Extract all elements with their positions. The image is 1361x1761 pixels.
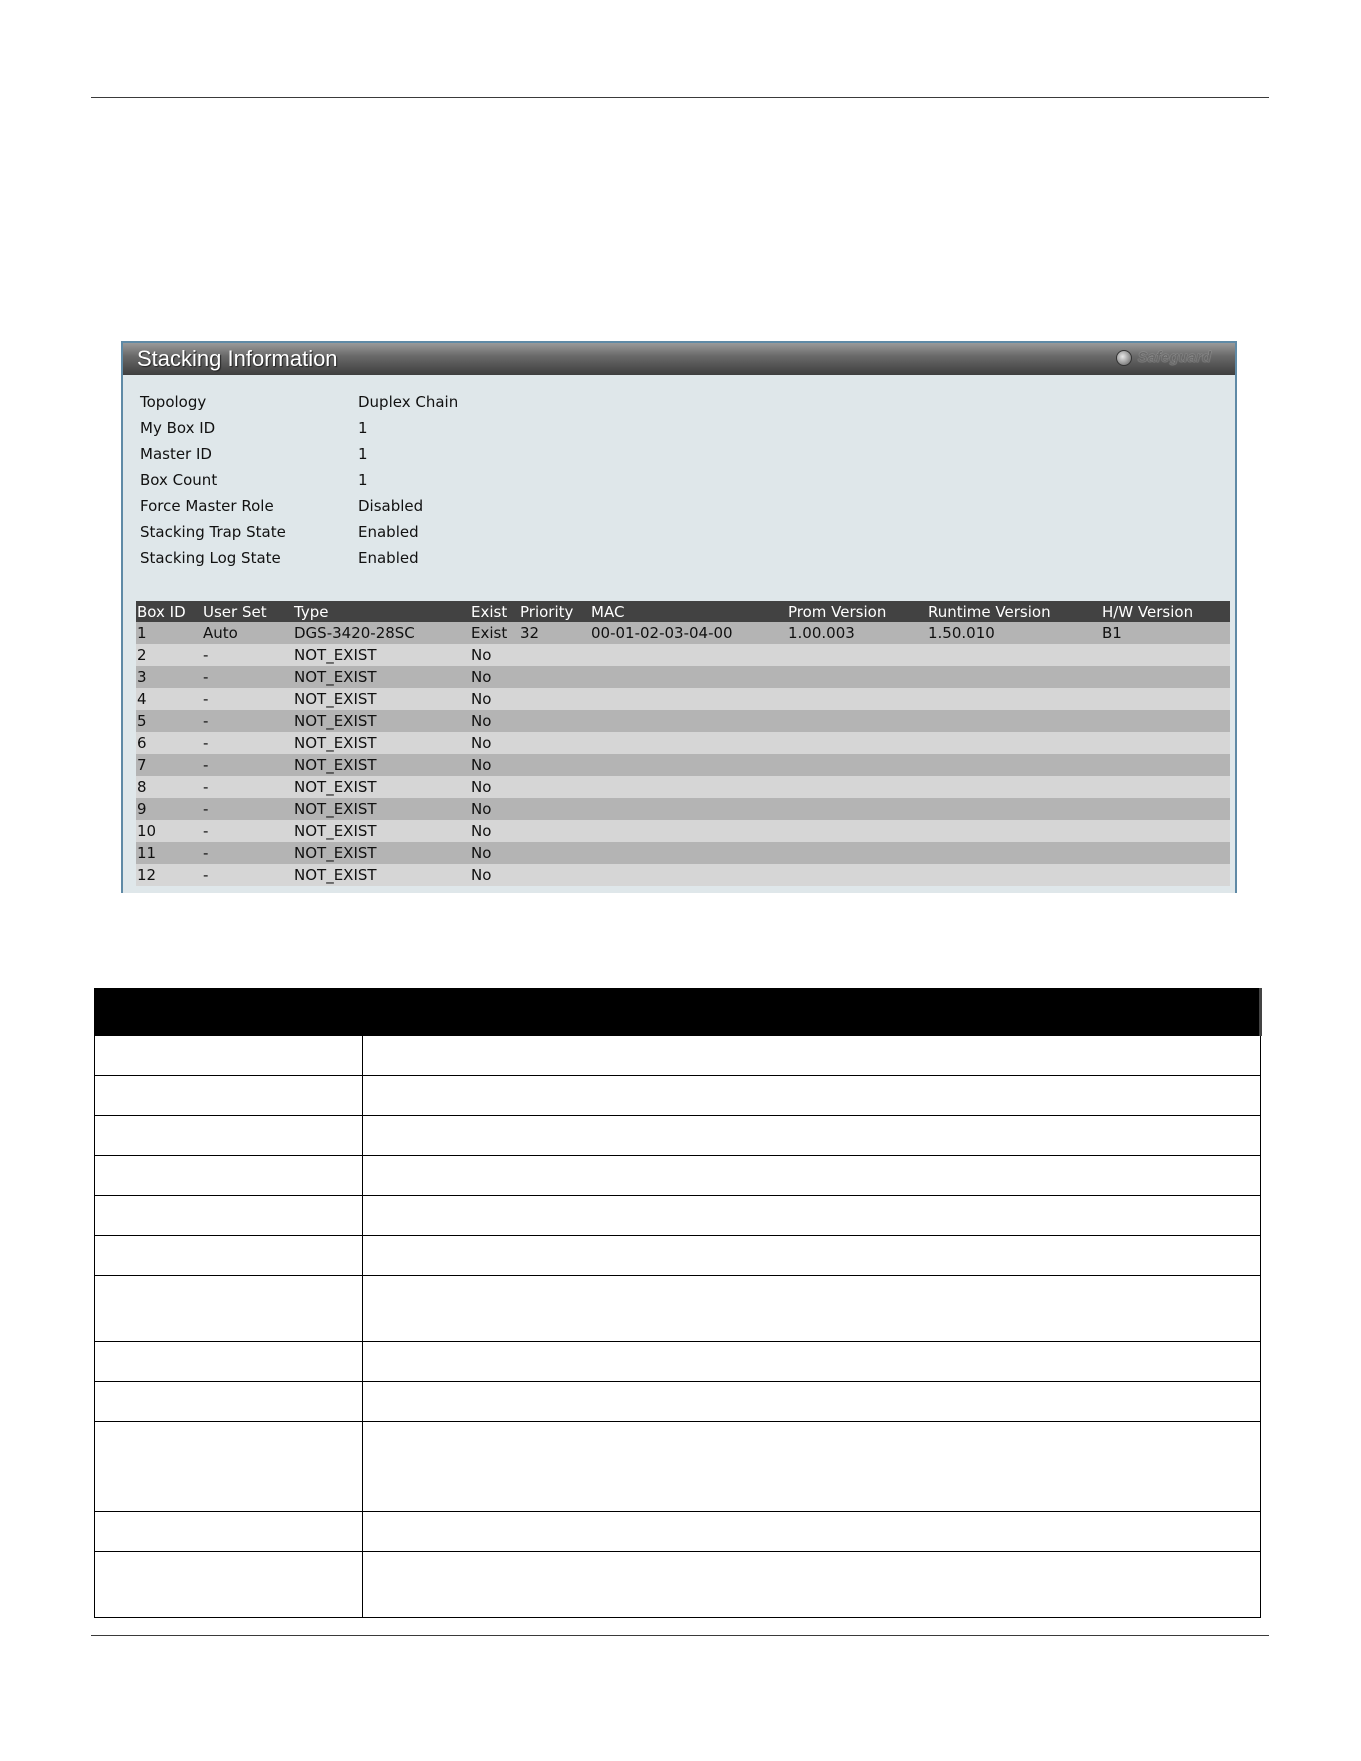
column-header: H/W Version bbox=[1101, 601, 1230, 622]
table-row bbox=[136, 798, 1230, 820]
table-row bbox=[136, 644, 1230, 666]
table-row bbox=[136, 820, 1230, 842]
table-cell bbox=[1101, 754, 1230, 776]
table-cell: No bbox=[470, 666, 519, 688]
table-cell bbox=[1101, 864, 1230, 886]
description-row bbox=[95, 1076, 1261, 1116]
table-cell bbox=[1101, 776, 1230, 798]
table-row bbox=[136, 754, 1230, 776]
table-cell: No bbox=[470, 842, 519, 864]
parameter-description-table bbox=[94, 988, 1262, 1618]
table-cell bbox=[1101, 644, 1230, 666]
table-row bbox=[136, 622, 1230, 644]
table-header-row bbox=[136, 601, 1230, 622]
info-row-my-box-id bbox=[140, 419, 458, 445]
table-row bbox=[136, 842, 1230, 864]
description-row bbox=[95, 1276, 1261, 1342]
info-value: Duplex Chain bbox=[358, 393, 459, 411]
table-body bbox=[136, 622, 1230, 886]
table-cell bbox=[1101, 666, 1230, 688]
table-cell: 8 bbox=[136, 776, 202, 798]
table-cell: No bbox=[470, 820, 519, 842]
description-row bbox=[95, 1552, 1261, 1618]
table-cell: NOT_EXIST bbox=[293, 842, 470, 864]
table-cell: NOT_EXIST bbox=[293, 820, 470, 842]
description-row bbox=[95, 1236, 1261, 1276]
table-row bbox=[136, 666, 1230, 688]
info-value: 1 bbox=[358, 445, 368, 463]
info-value: Enabled bbox=[358, 523, 419, 541]
table-cell bbox=[590, 820, 787, 842]
column-header: Priority bbox=[519, 601, 590, 622]
table-cell: - bbox=[202, 842, 293, 864]
column-header: User Set bbox=[202, 601, 293, 622]
table-cell bbox=[927, 666, 1101, 688]
table-cell: 4 bbox=[136, 688, 202, 710]
table-cell: 9 bbox=[136, 798, 202, 820]
table-cell bbox=[787, 864, 927, 886]
table-cell: NOT_EXIST bbox=[293, 798, 470, 820]
description-row bbox=[95, 1156, 1261, 1196]
table-cell bbox=[927, 820, 1101, 842]
table-cell bbox=[927, 710, 1101, 732]
info-label: Box Count bbox=[140, 471, 218, 489]
description-header-row bbox=[95, 989, 1261, 1036]
info-label: Stacking Log State bbox=[140, 549, 281, 567]
table-cell bbox=[927, 754, 1101, 776]
table-cell bbox=[590, 732, 787, 754]
table-cell bbox=[590, 710, 787, 732]
table-cell bbox=[1101, 820, 1230, 842]
table-cell: 11 bbox=[136, 842, 202, 864]
table-cell: No bbox=[470, 798, 519, 820]
table-cell bbox=[590, 644, 787, 666]
table-cell: - bbox=[202, 644, 293, 666]
table-cell: 5 bbox=[136, 710, 202, 732]
bottom-rule bbox=[91, 1635, 1269, 1636]
table-cell: 3 bbox=[136, 666, 202, 688]
table-cell bbox=[927, 732, 1101, 754]
table-cell bbox=[1101, 732, 1230, 754]
table-cell bbox=[590, 842, 787, 864]
description-row bbox=[95, 1036, 1261, 1076]
table-cell: Auto bbox=[202, 622, 293, 644]
info-value: 1 bbox=[358, 471, 368, 489]
table-cell: - bbox=[202, 754, 293, 776]
info-row-stacking-trap-state bbox=[140, 523, 458, 549]
table-cell bbox=[590, 864, 787, 886]
table-cell bbox=[927, 688, 1101, 710]
table-cell: No bbox=[470, 732, 519, 754]
table-cell bbox=[519, 776, 590, 798]
column-header: Box ID bbox=[136, 601, 202, 622]
table-cell bbox=[519, 820, 590, 842]
description-header-cell bbox=[95, 989, 363, 1036]
table-cell bbox=[1101, 688, 1230, 710]
table-cell: - bbox=[202, 732, 293, 754]
table-cell: 6 bbox=[136, 732, 202, 754]
table-cell: 32 bbox=[519, 622, 590, 644]
table-cell: - bbox=[202, 864, 293, 886]
table-cell bbox=[519, 644, 590, 666]
info-value: Disabled bbox=[358, 497, 424, 515]
info-row-box-count bbox=[140, 471, 458, 497]
table-cell: 1.50.010 bbox=[927, 622, 1101, 644]
column-header: MAC bbox=[590, 601, 787, 622]
description-row bbox=[95, 1512, 1261, 1552]
table-cell: 1 bbox=[136, 622, 202, 644]
table-cell: No bbox=[470, 776, 519, 798]
stacking-info-list bbox=[140, 393, 458, 575]
stacking-information-panel bbox=[121, 341, 1237, 893]
table-cell: - bbox=[202, 820, 293, 842]
table-cell: Exist bbox=[470, 622, 519, 644]
panel-title: Stacking Information bbox=[137, 346, 338, 371]
table-cell: No bbox=[470, 710, 519, 732]
table-cell bbox=[927, 864, 1101, 886]
table-cell: NOT_EXIST bbox=[293, 864, 470, 886]
table-cell: No bbox=[470, 864, 519, 886]
table-cell bbox=[590, 666, 787, 688]
column-header: Prom Version bbox=[787, 601, 927, 622]
table-cell bbox=[590, 776, 787, 798]
table-cell bbox=[519, 732, 590, 754]
column-header: Exist bbox=[470, 601, 519, 622]
table-cell: NOT_EXIST bbox=[293, 776, 470, 798]
top-rule bbox=[91, 97, 1269, 98]
info-label: Topology bbox=[140, 393, 207, 411]
table-cell bbox=[519, 710, 590, 732]
table-cell bbox=[927, 842, 1101, 864]
table-cell: NOT_EXIST bbox=[293, 666, 470, 688]
table-cell: No bbox=[470, 644, 519, 666]
info-row-topology bbox=[140, 393, 458, 419]
table-cell bbox=[787, 666, 927, 688]
table-cell: - bbox=[202, 666, 293, 688]
table-row bbox=[136, 776, 1230, 798]
table-cell: NOT_EXIST bbox=[293, 732, 470, 754]
info-label: Master ID bbox=[140, 445, 212, 463]
table-cell: NOT_EXIST bbox=[293, 754, 470, 776]
table-cell bbox=[1101, 798, 1230, 820]
table-cell bbox=[519, 754, 590, 776]
table-row bbox=[136, 732, 1230, 754]
table-cell bbox=[787, 710, 927, 732]
table-cell: 7 bbox=[136, 754, 202, 776]
table-cell: No bbox=[470, 754, 519, 776]
table-cell bbox=[787, 776, 927, 798]
info-label: My Box ID bbox=[140, 419, 216, 437]
table-cell bbox=[590, 798, 787, 820]
safeguard-indicator-icon bbox=[1116, 350, 1132, 366]
column-header: Runtime Version bbox=[927, 601, 1101, 622]
table-cell: 10 bbox=[136, 820, 202, 842]
table-cell: No bbox=[470, 688, 519, 710]
table-cell: NOT_EXIST bbox=[293, 710, 470, 732]
info-row-master-id bbox=[140, 445, 458, 471]
table-cell bbox=[787, 820, 927, 842]
table-cell bbox=[519, 864, 590, 886]
table-cell: 1.00.003 bbox=[787, 622, 927, 644]
info-value: Enabled bbox=[358, 549, 419, 567]
table-cell bbox=[519, 798, 590, 820]
panel-header bbox=[123, 343, 1235, 375]
info-row-force-master-role bbox=[140, 497, 458, 523]
table-cell bbox=[927, 798, 1101, 820]
table-cell bbox=[787, 688, 927, 710]
info-label: Force Master Role bbox=[140, 497, 274, 515]
table-cell bbox=[787, 644, 927, 666]
description-row bbox=[95, 1422, 1261, 1512]
safeguard-indicator[interactable] bbox=[1116, 349, 1211, 366]
table-cell bbox=[787, 842, 927, 864]
info-row-stacking-log-state bbox=[140, 549, 458, 575]
table-cell: NOT_EXIST bbox=[293, 688, 470, 710]
description-row bbox=[95, 1342, 1261, 1382]
description-header-cell bbox=[363, 989, 1261, 1036]
table-cell: 12 bbox=[136, 864, 202, 886]
table-cell: 00-01-02-03-04-00 bbox=[590, 622, 787, 644]
stacking-box-table bbox=[136, 601, 1230, 886]
info-label: Stacking Trap State bbox=[140, 523, 286, 541]
table-cell: - bbox=[202, 776, 293, 798]
info-value: 1 bbox=[358, 419, 368, 437]
table-row bbox=[136, 864, 1230, 886]
table-cell bbox=[787, 754, 927, 776]
table-cell: - bbox=[202, 798, 293, 820]
table-cell bbox=[927, 776, 1101, 798]
table-cell bbox=[787, 798, 927, 820]
table-cell: NOT_EXIST bbox=[293, 644, 470, 666]
table-cell bbox=[1101, 842, 1230, 864]
table-cell bbox=[1101, 710, 1230, 732]
column-header: Type bbox=[293, 601, 470, 622]
table-row bbox=[136, 710, 1230, 732]
table-cell: DGS-3420-28SC bbox=[293, 622, 470, 644]
safeguard-label: Safeguard bbox=[1137, 349, 1211, 366]
table-cell: - bbox=[202, 710, 293, 732]
table-cell bbox=[519, 688, 590, 710]
table-cell bbox=[519, 666, 590, 688]
table-cell bbox=[927, 644, 1101, 666]
table-cell: B1 bbox=[1101, 622, 1230, 644]
description-row bbox=[95, 1116, 1261, 1156]
description-row bbox=[95, 1196, 1261, 1236]
table-row bbox=[136, 688, 1230, 710]
table-cell: 2 bbox=[136, 644, 202, 666]
table-cell bbox=[590, 754, 787, 776]
description-row bbox=[95, 1382, 1261, 1422]
table-cell bbox=[787, 732, 927, 754]
table-cell: - bbox=[202, 688, 293, 710]
table-cell bbox=[590, 688, 787, 710]
table-cell bbox=[519, 842, 590, 864]
